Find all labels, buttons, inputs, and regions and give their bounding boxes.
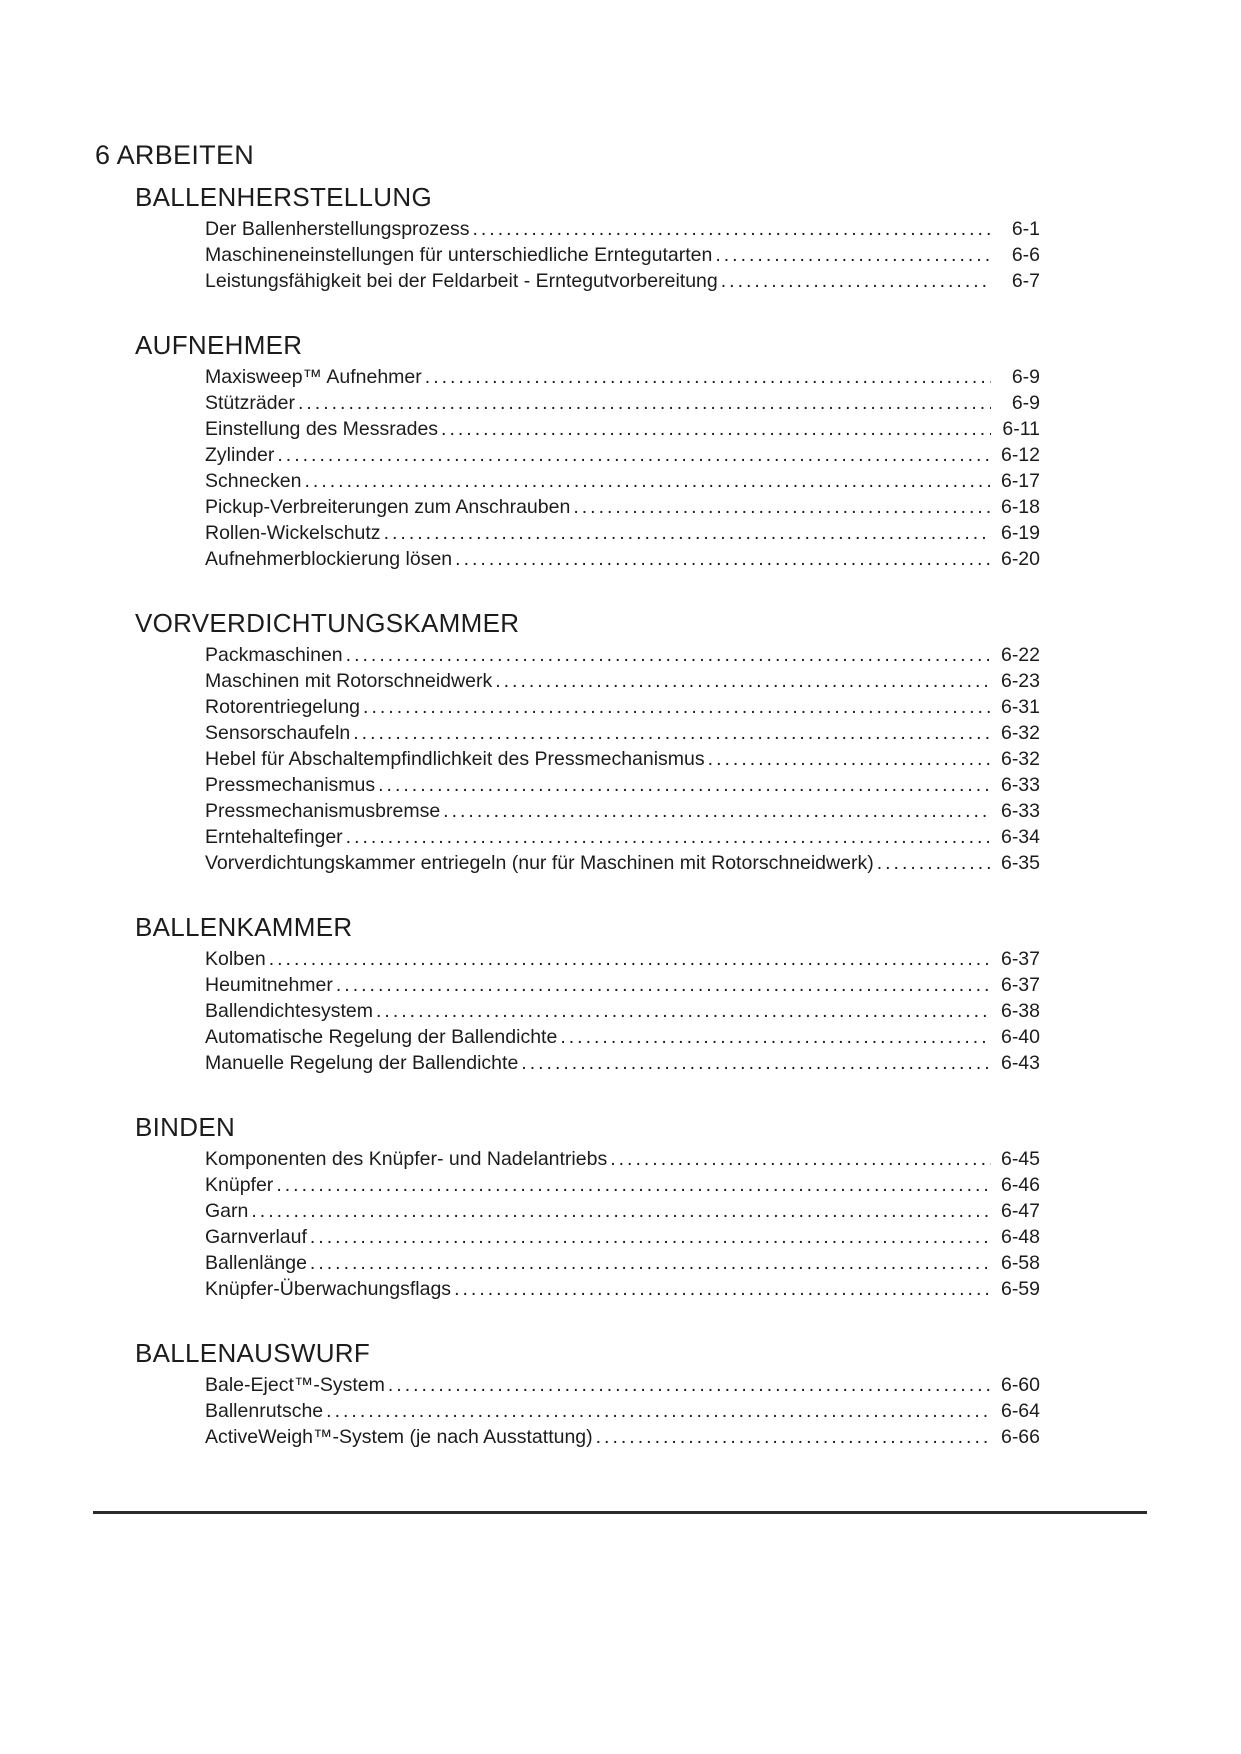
entry-title: Rollen-Wickelschutz [205,522,381,544]
entry-page-number: 6-17 [1000,470,1040,492]
toc-entry [205,442,1040,468]
toc-entry [205,416,1040,442]
dot-leader [560,1024,991,1050]
entry-page-number: 6-47 [1000,1200,1040,1222]
toc-section [95,182,1040,294]
entry-title: Komponenten des Knüpfer- und Nadelantriebs [205,1148,608,1170]
entry-title: Zylinder [205,444,275,466]
entry-page-number: 6-9 [1011,366,1040,388]
dot-leader [378,772,991,798]
toc-sections [95,182,1040,1450]
section-entries [205,1146,1040,1302]
dot-leader [443,798,991,824]
entry-page-number: 6-23 [1000,670,1040,692]
entry-title: Pressmechanismus [205,774,376,796]
dot-leader [708,746,991,772]
entry-page-number: 6-32 [1000,748,1040,770]
entry-title: Knüpfer-Überwachungsflags [205,1278,452,1300]
entry-title: Schnecken [205,470,302,492]
toc-entry [205,546,1040,572]
toc-entry [205,520,1040,546]
toc-entry [205,1172,1040,1198]
dot-leader [298,390,991,416]
dot-leader [596,1424,991,1450]
entry-title: Pickup-Verbreiterungen zum Anschrauben [205,496,571,518]
dot-leader [521,1050,991,1076]
entry-page-number: 6-20 [1000,548,1040,570]
entry-page-number: 6-9 [1011,392,1040,414]
section-entries [205,1372,1040,1450]
entry-title: Heumitnehmer [205,974,333,996]
section-heading: AUFNEHMER [135,330,303,360]
entry-page-number: 6-31 [1000,696,1040,718]
toc-entry [205,364,1040,390]
entry-page-number: 6-33 [1000,800,1040,822]
toc-entry [205,1146,1040,1172]
toc-entry [205,850,1040,876]
dot-leader [363,694,991,720]
entry-title: Ballendichtesystem [205,1000,373,1022]
entry-title: Manuelle Regelung der Ballendichte [205,1052,519,1074]
entry-page-number: 6-38 [1000,1000,1040,1022]
entry-title: Automatische Regelung der Ballendichte [205,1026,558,1048]
toc-entry [205,390,1040,416]
section-heading: BINDEN [135,1112,236,1142]
toc-entry [205,772,1040,798]
dot-leader [269,946,991,972]
dot-leader [353,720,991,746]
dot-leader [715,242,991,268]
toc-entry [205,268,1040,294]
toc-entry [205,946,1040,972]
dot-leader [376,998,991,1024]
dot-leader [573,494,991,520]
section-heading: BALLENKAMMER [135,912,353,942]
entry-page-number: 6-59 [1000,1278,1040,1300]
entry-title: Garn [205,1200,249,1222]
dot-leader [310,1224,991,1250]
entry-title: Kolben [205,948,266,970]
toc-entry [205,972,1040,998]
toc-entry [205,494,1040,520]
toc-entry [205,1224,1040,1250]
toc-entry [205,1276,1040,1302]
entry-title: Sensorschaufeln [205,722,351,744]
toc-section [95,1112,1040,1302]
entry-page-number: 6-18 [1000,496,1040,518]
toc-entry [205,1424,1040,1450]
toc-content [95,140,1040,1450]
entry-page-number: 6-33 [1000,774,1040,796]
toc-entry [205,1024,1040,1050]
entry-title: Pressmechanismusbremse [205,800,441,822]
entry-page-number: 6-60 [1000,1374,1040,1396]
dot-leader [310,1250,991,1276]
toc-section [95,1338,1040,1450]
dot-leader [425,364,991,390]
toc-entry [205,642,1040,668]
toc-entry [205,746,1040,772]
section-entries [205,364,1040,572]
entry-page-number: 6-45 [1000,1148,1040,1170]
entry-page-number: 6-1 [1011,218,1040,240]
entry-page-number: 6-35 [1000,852,1040,874]
entry-title: Maschineneinstellungen für unterschiedliche Erntegutarten [205,244,713,266]
toc-entry [205,798,1040,824]
dot-leader [276,1172,991,1198]
dot-leader [721,268,991,294]
toc-entry [205,720,1040,746]
entry-page-number: 6-48 [1000,1226,1040,1248]
entry-title: Bale-Eject™-System [205,1374,385,1396]
dot-leader [304,468,991,494]
entry-title: Ballenlänge [205,1252,307,1274]
toc-entry [205,998,1040,1024]
toc-entry [205,1250,1040,1276]
entry-page-number: 6-37 [1000,974,1040,996]
dot-leader [326,1398,991,1424]
toc-entry [205,694,1040,720]
footer-rule [93,1511,1147,1514]
entry-title: Packmaschinen [205,644,343,666]
entry-page-number: 6-46 [1000,1174,1040,1196]
entry-title: Stützräder [205,392,295,414]
dot-leader [388,1372,991,1398]
entry-page-number: 6-7 [1011,270,1040,292]
entry-title: Der Ballenherstellungsprozess [205,218,470,240]
dot-leader [610,1146,991,1172]
toc-entry [205,468,1040,494]
entry-page-number: 6-34 [1000,826,1040,848]
dot-leader [277,442,991,468]
toc-entry [205,242,1040,268]
entry-page-number: 6-22 [1000,644,1040,666]
dot-leader [384,520,991,546]
entry-title: Vorverdichtungskammer entriegeln (nur für Maschinen mit Rotorschneidwerk) [205,852,874,874]
entry-title: Leistungsfähigkeit bei der Feldarbeit - Erntegutvorbereitung [205,270,718,292]
section-entries [205,642,1040,876]
entry-title: Ballenrutsche [205,1400,324,1422]
entry-page-number: 6-64 [1000,1400,1040,1422]
dot-leader [454,1276,991,1302]
entry-title: Erntehaltefinger [205,826,343,848]
entry-page-number: 6-37 [1000,948,1040,970]
entry-page-number: 6-11 [1002,418,1040,440]
chapter-title: 6 ARBEITEN [95,140,255,170]
toc-entry [205,1198,1040,1224]
entry-title: Rotorentriegelung [205,696,361,718]
section-entries [205,216,1040,294]
dot-leader [877,850,991,876]
toc-section [95,912,1040,1076]
toc-entry [205,668,1040,694]
entry-page-number: 6-12 [1000,444,1040,466]
section-heading: VORVERDICHTUNGSKAMMER [135,608,520,638]
dot-leader [346,642,991,668]
entry-page-number: 6-6 [1011,244,1040,266]
toc-entry [205,1372,1040,1398]
entry-title: ActiveWeigh™-System (je nach Ausstattung) [205,1426,593,1448]
entry-page-number: 6-43 [1000,1052,1040,1074]
section-heading: BALLENHERSTELLUNG [135,182,432,212]
entry-title: Einstellung des Messrades [205,418,439,440]
entry-page-number: 6-19 [1000,522,1040,544]
entry-title: Maxisweep™ Aufnehmer [205,366,422,388]
toc-section [95,608,1040,876]
entry-page-number: 6-58 [1000,1252,1040,1274]
entry-title: Hebel für Abschaltempfindlichkeit des Pressmechanismus [205,748,705,770]
dot-leader [495,668,991,694]
dot-leader [441,416,991,442]
section-heading: BALLENAUSWURF [135,1338,371,1368]
toc-entry [205,1050,1040,1076]
dot-leader [455,546,991,572]
dot-leader [472,216,991,242]
entry-page-number: 6-40 [1000,1026,1040,1048]
toc-entry [205,1398,1040,1424]
dot-leader [346,824,991,850]
entry-title: Aufnehmerblockierung lösen [205,548,453,570]
entry-page-number: 6-66 [1000,1426,1040,1448]
toc-section [95,330,1040,572]
entry-title: Garnverlauf [205,1226,307,1248]
entry-title: Maschinen mit Rotorschneidwerk [205,670,493,692]
dot-leader [251,1198,991,1224]
toc-entry [205,824,1040,850]
entry-page-number: 6-32 [1000,722,1040,744]
toc-entry [205,216,1040,242]
dot-leader [336,972,991,998]
section-entries [205,946,1040,1076]
entry-title: Knüpfer [205,1174,274,1196]
